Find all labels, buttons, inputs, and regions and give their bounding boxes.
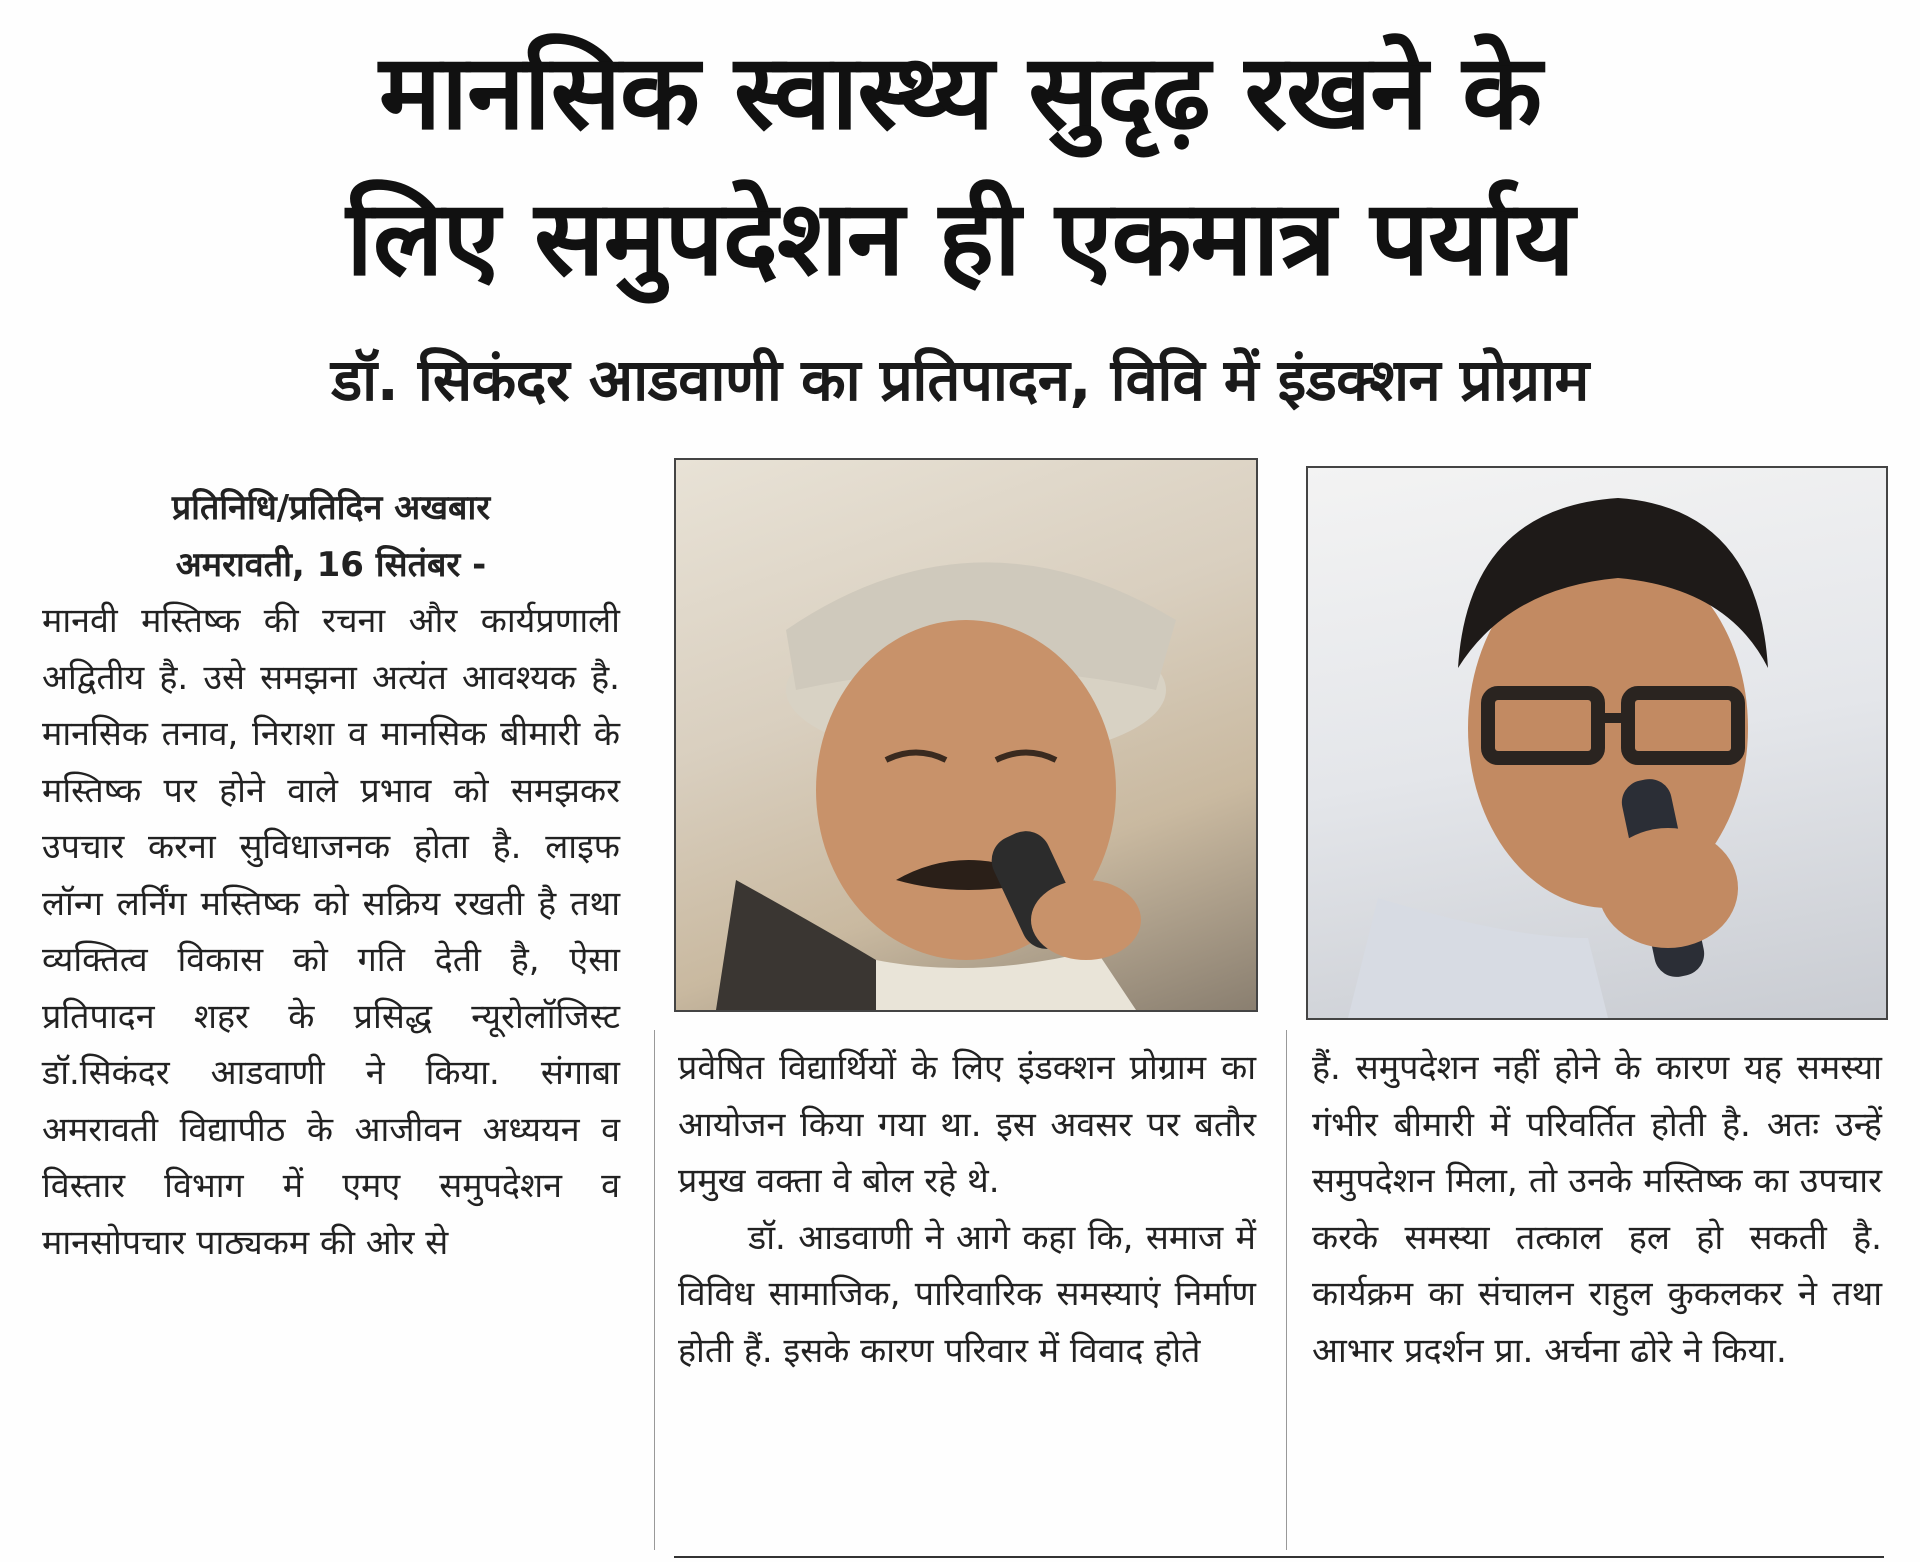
speaker-photo-icon [676,460,1256,1010]
column-divider [654,1030,655,1550]
headline-line-1: मानसिक स्वास्थ्य सुदृढ़ रखने के [378,31,1542,153]
column-2-paragraph-1: प्रवेषित विद्यार्थियों के लिए इंडक्शन प्रोग्राम का आयोजन किया गया था. इस अवसर पर बतौर प्रमुख वक्ता वे बोल रहे थे. [678,1048,1256,1201]
speaker-photo-icon [1308,468,1886,1018]
subheadline: डॉ. सिकंदर आडवाणी का प्रतिपादन, विवि में इंडक्शन प्रोग्राम [331,346,1589,414]
column-2-paragraph-2: डॉ. आडवाणी ने आगे कहा कि, समाज में विविध सामाजिक, पारिवारिक समस्याएं निर्माण होती हैं. इसके कारण परिवार में विवाद होते [678,1217,1256,1371]
speaker-photo-1 [674,458,1258,1012]
article-column-3 [1312,1040,1882,1379]
speaker-photo-2 [1306,466,1888,1020]
dateline: अमरावती, 16 सितंबर - [175,544,487,585]
column-3-text: हैं. समुपदेशन नहीं होने के कारण यह समस्या गंभीर बीमारी में परिवर्तित होती है. अतः उन्हें समुपदेशन मिला, तो उनके मस्तिष्क का उपचार करके समस्या तत्काल हल हो सकती है. कार्यक्रम का संचालन राहुल कुकलकर ने तथा आभार प्रदर्शन प्रा. अर्चना ढोरे ने किया. [1312,1048,1882,1371]
byline: प्रतिनिधि/प्रतिदिन अखबार [171,488,491,528]
article-column-1 [42,480,620,1271]
headline-line-2: लिए समुपदेशन ही एकमात्र पर्याय [346,177,1574,299]
column-divider [1286,1030,1287,1550]
article-column-2 [678,1040,1256,1379]
bottom-rule [674,1556,1884,1558]
column-1-text: मानवी मस्तिष्क की रचना और कार्यप्रणाली अद्वितीय है. उसे समझना अत्यंत आवश्यक है. मानसिक तनाव, निराशा व मानसिक बीमारी के मस्तिष्क पर होने वाले प्रभाव को समझकर उपचार करना सुविधाजनक होता है. लाइफ लॉन्ग लर्निंग मस्तिष्क को सक्रिय रखती है तथा व्यक्तित्व विकास को गति देती है, ऐसा प्रतिपादन शहर के प्रसिद्ध न्यूरोलॉजिस्ट डॉ.सिकंदर आडवाणी ने किया. संगाबा अमरावती विद्यापीठ के आजीवन अध्ययन व विस्तार विभाग में एमए समुपदेशन व मानसोपचार पाठ्यकम की ओर से [42,601,620,1263]
